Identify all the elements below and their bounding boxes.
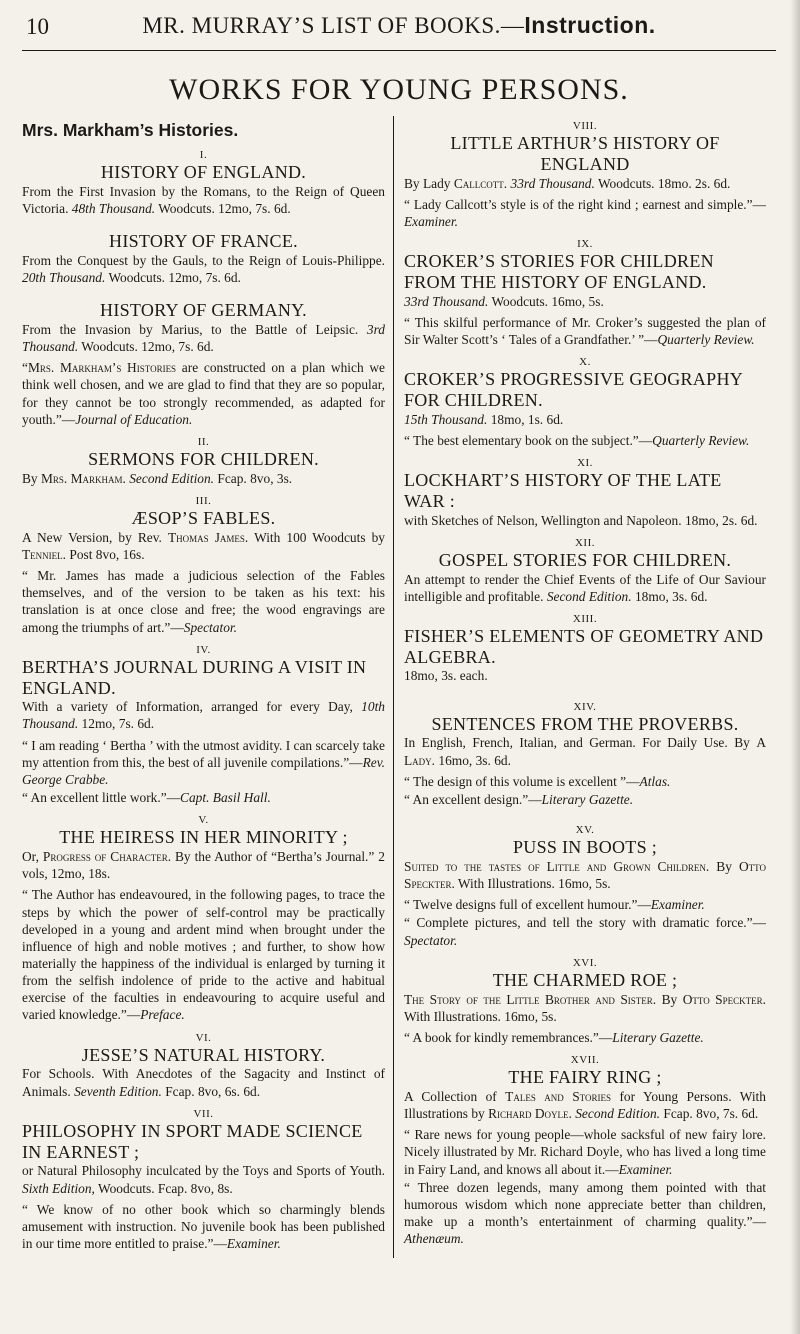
entry-numeral: XVI. — [572, 956, 598, 969]
book-description: A New Version, by Rev. Thomas James. With 100 Woodcuts by Tenniel. Post 8vo, 16s. — [22, 529, 385, 562]
book-description: For Schools. With Anecdotes of the Sagacity and Instinct of Animals. Seventh Edition. Fcap. 8vo, 6s. 6d. — [22, 1066, 385, 1099]
entry-1 — [22, 149, 385, 428]
page-edge-shadow — [790, 0, 800, 1334]
main-title: WORKS FOR YOUNG PERSONS. — [169, 73, 629, 106]
book-description: Or, Progress of Character. By the Author of “Bertha’s Journal.” 2 vols, 12mo, 18s. — [22, 849, 385, 882]
book-title: THE HEIRESS IN HER MINORITY ; — [59, 827, 348, 848]
entry-numeral: XII. — [574, 536, 596, 549]
book-title: LITTLE ARTHUR’S HISTORY OF ENGLAND — [450, 133, 720, 174]
entry-5 — [22, 814, 385, 1023]
book-description: 18mo, 3s. each. — [404, 668, 488, 684]
book-title: THE FAIRY RING ; — [508, 1067, 662, 1088]
book-description: With a variety of Information, arranged for every Day, 10th Thousand. 12mo, 7s. 6d. — [22, 699, 385, 732]
book-title: CROKER’S STORIES FOR CHILDREN FROM THE HISTORY OF ENGLAND. — [404, 251, 714, 292]
entry-numeral: X. — [579, 356, 591, 369]
page-number: 10 — [26, 14, 49, 39]
left-column — [22, 116, 394, 1258]
book-description: or Natural Philosophy inculcated by the Toys and Sports of Youth. Sixth Edition, Woodcuts. Fcap. 8vo, 8s. — [22, 1163, 385, 1196]
book-title: THE CHARMED ROE ; — [492, 969, 678, 990]
book-title: SERMONS FOR CHILDREN. — [88, 449, 319, 469]
review-quote: “ Twelve designs full of excellent humour.”—Examiner. — [404, 897, 705, 913]
section-heading: Mrs. Markham’s Histories. — [22, 120, 239, 140]
book-description: An attempt to render the Chief Events of the Life of Our Saviour intelligible and profitable. Second Edition. 18mo, 3s. 6d. — [404, 571, 766, 604]
entry-numeral: III. — [195, 494, 212, 507]
review-quote: “ The best elementary book on the subject.”—Quarterly Review. — [404, 432, 750, 448]
book-title: HISTORY OF ENGLAND. — [100, 162, 307, 183]
book-description: By Mrs. Markham. Second Edition. Fcap. 8vo, 3s. — [22, 470, 293, 486]
review-quote: “Mrs. Markham’s Histories are constructed on a plan which we think well chosen, and we are glad to find that they are so popular, for they cannot be too strongly recommended, as adapted for youth.”—Journal of Education. — [22, 360, 386, 427]
entry-14 — [404, 701, 766, 809]
review-quote: “ The Author has endeavoured, in the following pages, to trace the steps by which the power of self-control may be practically developed in a young and ardent mind when brought under the influence of high and noble motives ; and further, to show how materially the happiness of the individual is enlarged by turning it from the selfish indolence of pride to the active and habitual exercise of the faculties in endeavouring to acquire useful and varied knowledge.”—Preface. — [22, 887, 385, 1023]
entry-3 — [22, 495, 385, 636]
review-quote: “ We know of no other book which so charmingly blends amusement with instruction. No juvenile book has been published in our time more entitled to praise.”—Examiner. — [22, 1201, 385, 1251]
review-quote: “ A book for kindly remembrances.”—Literary Gazette. — [404, 1029, 704, 1045]
entry-numeral: II. — [197, 435, 210, 448]
running-title — [22, 12, 776, 39]
book-title: PHILOSOPHY IN SPORT MADE SCIENCE IN EARNEST ; — [22, 1120, 363, 1162]
entry-numeral: XV. — [575, 824, 595, 837]
book-description: 15th Thousand. 18mo, 1s. 6d. — [404, 411, 564, 427]
entry-17 — [404, 1054, 766, 1247]
book-title: CROKER’S PROGRESSIVE GEOGRAPHY FOR CHILDREN. — [404, 369, 743, 410]
review-quote: “ Lady Callcott’s style is of the right kind ; earnest and simple.”—Examiner. — [404, 196, 766, 229]
entry-numeral: V. — [198, 814, 209, 827]
book-title: LOCKHART’S HISTORY OF THE LATE WAR : — [404, 470, 722, 511]
review-quote: “ Three dozen legends, many among them pointed with that humorous wisdom which none appreciate better than children, make up a month’s entertainment of charming quality.”—Athenæum. — [404, 1179, 766, 1247]
entry-2 — [22, 436, 385, 487]
review-quote: “ I am reading ‘ Bertha ’ with the utmost avidity. I can scarcely take my attention from this, the best of all juvenile compilations.”—Rev. George Crabbe. — [22, 737, 385, 787]
book-description: From the Conquest by the Gauls, to the Reign of Louis-Philippe. 20th Thousand. Woodcuts. 12mo, 7s. 6d. — [22, 252, 385, 286]
book-title: PUSS IN BOOTS ; — [512, 837, 658, 858]
review-quote: “ An excellent design.”—Literary Gazette. — [404, 791, 634, 807]
entry-4 — [22, 644, 385, 807]
entry-numeral: IV. — [196, 643, 211, 656]
entry-15 — [404, 824, 766, 949]
book-description: From the First Invasion by the Romans, to the Reign of Queen Victoria. 48th Thousand. Woodcuts. 12mo, 7s. 6d. — [22, 183, 385, 217]
book-description: with Sketches of Nelson, Wellington and Napoleon. 18mo, 2s. 6d. — [404, 512, 758, 528]
entry-numeral: XIV. — [573, 700, 597, 713]
entry-11 — [404, 457, 766, 529]
entry-numeral: VIII. — [572, 120, 598, 132]
book-description: 33rd Thousand. Woodcuts. 16mo, 5s. — [404, 293, 604, 309]
book-description: In English, French, Italian, and German. For Daily Use. By A Lady. 16mo, 3s. 6d. — [404, 735, 766, 768]
book-description: By Lady Callcott. 33rd Thousand. Woodcuts. 18mo. 2s. 6d. — [404, 175, 731, 191]
review-quote: “ An excellent little work.”—Capt. Basil Hall. — [22, 790, 271, 805]
running-head — [22, 0, 776, 51]
entry-numeral: XVII. — [570, 1054, 600, 1067]
entry-numeral: VI. — [195, 1031, 212, 1044]
book-title: SENTENCES FROM THE PROVERBS. — [431, 713, 739, 734]
book-title: BERTHA’S JOURNAL DURING A VISIT IN ENGLAND. — [22, 656, 367, 698]
review-quote: “ Rare news for young people—whole sacksful of new fairy lore. Nicely illustrated by Mr. Richard Doyle, who has lived a long time in Fairy Land, and knows all about it.—Examiner. — [404, 1127, 766, 1177]
two-column-body — [22, 116, 776, 1258]
entry-numeral: XI. — [577, 456, 593, 469]
review-quote: “ Mr. James has made a judicious selection of the Fables themselves, and of the version to be taken as his text: his translation is at once close and free; the wood engravings are among the triumphs of art.”—Spectator. — [22, 568, 385, 635]
entry-10 — [404, 356, 766, 449]
entry-12 — [404, 537, 766, 605]
entry-numeral: IX. — [577, 238, 593, 251]
running-title-text: MR. MURRAY’S LIST OF BOOKS.— — [142, 13, 525, 38]
entry-13 — [404, 613, 766, 685]
book-description: Suited to the tastes of Little and Grown Children. By Otto Speckter. With Illustrations. 16mo, 5s. — [404, 858, 766, 892]
entry-7 — [22, 1108, 385, 1252]
entry-6 — [22, 1032, 385, 1100]
review-quote: “ The design of this volume is excellent ”—Atlas. — [404, 773, 671, 789]
book-title: ÆSOP’S FABLES. — [131, 508, 276, 529]
review-quote: “ Complete pictures, and tell the story with dramatic force.”—Spectator. — [404, 915, 766, 948]
entry-16 — [404, 957, 766, 1046]
book-title: HISTORY OF FRANCE. — [109, 231, 298, 252]
entry-numeral: I. — [199, 149, 208, 161]
entry-9 — [404, 238, 766, 348]
book-title: GOSPEL STORIES FOR CHILDREN. — [438, 549, 732, 570]
right-column — [394, 116, 766, 1258]
book-title: HISTORY OF GERMANY. — [100, 300, 307, 321]
review-quote: “ This skilful performance of Mr. Croker’s suggested the plan of Sir Walter Scott’s ‘ Tales of a Grandfather.’ ”—Quarterly Review. — [404, 314, 766, 347]
book-description: A Collection of Tales and Stories for Young Persons. With Illustrations by Richard Doyle. Second Edition. Fcap. 8vo, 7s. 6d. — [404, 1088, 766, 1122]
book-title: JESSE’S NATURAL HISTORY. — [81, 1044, 326, 1065]
entry-numeral: VII. — [193, 1107, 214, 1120]
running-section: Instruction. — [524, 12, 656, 38]
entry-8 — [404, 120, 766, 230]
book-description: From the Invasion by Marius, to the Battle of Leipsic. 3rd Thousand. Woodcuts. 12mo, 7s. 6d. — [22, 321, 385, 355]
book-title: FISHER’S ELEMENTS OF GEOMETRY AND ALGEBRA. — [404, 626, 764, 667]
book-description: The Story of the Little Brother and Sister. By Otto Speckter. With Illustrations. 16mo, 5s. — [404, 991, 766, 1024]
entry-numeral: XIII. — [572, 612, 598, 625]
